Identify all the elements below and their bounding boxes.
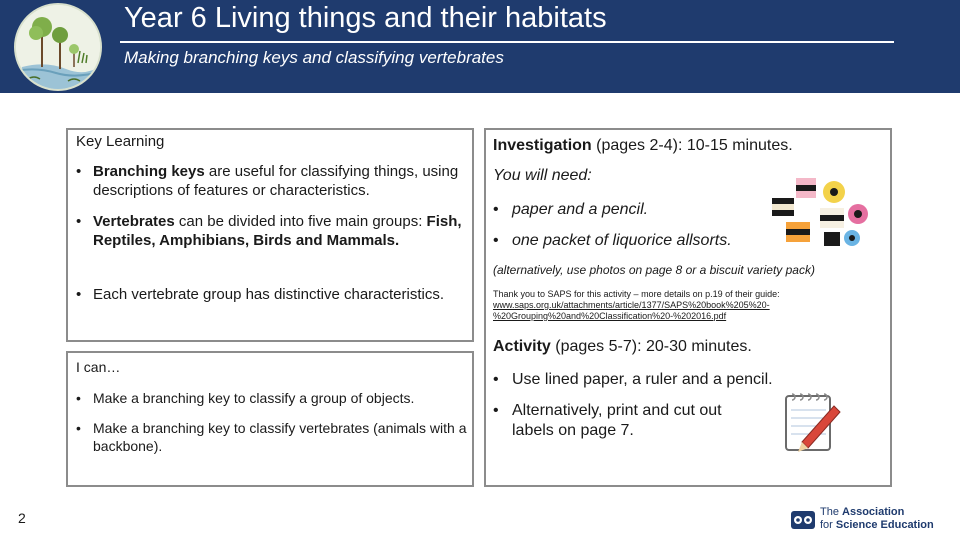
investigation-item-text: one packet of liquorice allsorts. [512, 232, 732, 249]
key-learning-item [76, 162, 464, 200]
investigation-detail: (pages 2-4): 10-15 minutes. [591, 137, 793, 154]
key-learning-item [76, 285, 464, 304]
bullet: • [76, 286, 82, 303]
key-learning-item-text: Each vertebrate group has distinctive characteristics. [93, 286, 444, 303]
habitat-illustration-icon [16, 5, 102, 91]
bullet: • [76, 420, 81, 436]
investigation-label: Investigation [493, 137, 592, 154]
ase-name [820, 506, 934, 532]
key-learning-item-bold: Vertebrates [93, 213, 175, 230]
habitat-logo [14, 3, 102, 91]
investigation-heading [493, 136, 793, 156]
key-learning-item-text: can be divided into five main groups: [174, 213, 427, 230]
bullet: • [493, 402, 499, 419]
i-can-box [66, 351, 474, 487]
key-learning-item [76, 212, 464, 250]
ase-line2: Science Education [835, 519, 934, 531]
you-will-need-label: You will need: [493, 167, 592, 184]
title-divider [120, 41, 894, 43]
page-title: Year 6 Living things and their habitats [124, 2, 607, 34]
alternative-note: (alternatively, use photos on page 8 or a biscuit variety pack) [493, 263, 815, 277]
tasks-box [484, 128, 892, 487]
saps-link[interactable]: www.saps.org.uk/attachments/article/1377/SAPS%20book%205%20-%20Grouping%20and%20Classification%20-%202016.pdf [493, 300, 770, 321]
activity-item-text: Alternatively, print and cut out labels on page 7. [512, 402, 722, 439]
saps-thanks: Thank you to SAPS for this activity – more details on p.19 of their guide: [493, 289, 780, 299]
activity-label: Activity [493, 338, 551, 355]
bullet: • [76, 213, 82, 230]
notepad-pencil-icon [776, 386, 848, 458]
investigation-item [493, 200, 648, 220]
key-learning-box [66, 128, 474, 342]
page-subtitle: Making branching keys and classifying vertebrates [124, 48, 504, 67]
activity-item-text: Use lined paper, a ruler and a pencil. [512, 371, 773, 388]
key-learning-heading: Key Learning [76, 133, 165, 150]
i-can-heading: I can… [76, 359, 121, 375]
key-learning-item-bold: Fish, Reptiles, Amphibians, Birds and Mammals. [93, 213, 462, 249]
liquorice-allsorts-image [764, 170, 872, 250]
ase-line1-prefix: The [820, 506, 843, 518]
i-can-item [76, 419, 470, 455]
bullet: • [76, 390, 81, 406]
activity-heading [493, 337, 752, 357]
ase-logo [790, 505, 954, 535]
key-learning-item-text: are useful for classifying things, using descriptions of features or characteristics. [93, 163, 459, 199]
page-number: 2 [18, 510, 26, 526]
activity-item [493, 401, 763, 441]
bullet: • [493, 201, 499, 218]
investigation-item-text: paper and a pencil. [512, 201, 649, 218]
i-can-item-text: Make a branching key to classify a group of objects. [93, 390, 415, 406]
ase-line1: Association [842, 506, 905, 518]
i-can-item-text: Make a branching key to classify vertebrates (animals with a backbone). [93, 420, 467, 454]
header-banner [0, 0, 960, 93]
key-learning-item-bold: Branching keys [93, 163, 205, 180]
bullet: • [493, 232, 499, 249]
activity-detail: (pages 5-7): 20-30 minutes. [550, 338, 752, 355]
i-can-item [76, 389, 470, 407]
bullet: • [493, 371, 499, 388]
investigation-item [493, 231, 732, 251]
ase-mark-icon [790, 507, 816, 533]
ase-line2-prefix: for [820, 519, 836, 531]
bullet: • [76, 163, 82, 180]
